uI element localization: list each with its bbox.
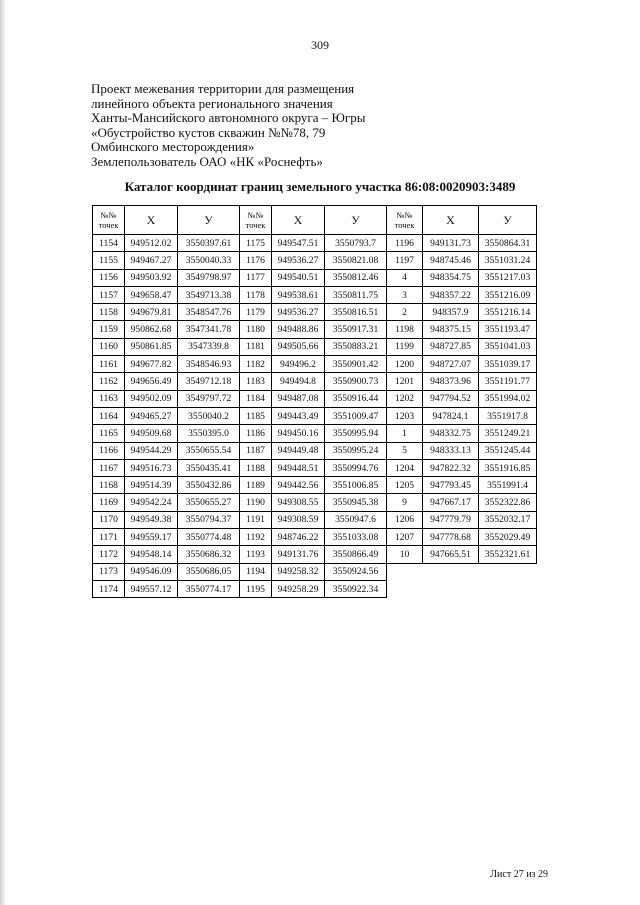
point-number-cell: 1195	[240, 580, 272, 597]
point-number-cell: 1205	[387, 477, 423, 494]
y-coordinate-cell: 3550901.42	[325, 356, 387, 373]
table-row	[93, 338, 537, 355]
x-coordinate-cell: 949258.32	[272, 563, 325, 580]
table-row	[93, 477, 537, 494]
point-number-cell: 1176	[240, 252, 272, 269]
table-row	[93, 373, 537, 390]
x-header: X	[125, 206, 178, 235]
point-number-header: №№ точек	[387, 206, 423, 235]
y-coordinate-cell: 3551994.02	[479, 390, 537, 407]
y-coordinate-cell: 3551217.03	[479, 269, 537, 286]
y-coordinate-cell: 3550432.86	[178, 477, 240, 494]
x-coordinate-cell: 947793.45	[423, 477, 479, 494]
table-row	[93, 304, 537, 321]
point-number-cell: 1160	[93, 338, 125, 355]
point-number-cell: 2	[387, 304, 423, 321]
y-coordinate-cell: 3549713.38	[178, 286, 240, 303]
table-row	[93, 511, 537, 528]
point-number-cell: 4	[387, 269, 423, 286]
y-coordinate-cell: 3551917.8	[479, 407, 537, 424]
point-number-cell: 1161	[93, 356, 125, 373]
y-coordinate-cell: 3549712.18	[178, 373, 240, 390]
x-coordinate-cell: 949512.02	[125, 235, 178, 252]
header-line: линейного объекта регионального значения	[91, 95, 333, 111]
table-row	[93, 356, 537, 373]
point-number-cell: 1194	[240, 563, 272, 580]
point-number-cell: 10	[387, 546, 423, 563]
y-coordinate-cell: 3551216.09	[479, 286, 537, 303]
point-number-cell: 1175	[240, 235, 272, 252]
y-coordinate-cell: 3551041.03	[479, 338, 537, 355]
coordinates-table	[92, 205, 537, 598]
y-coordinate-cell: 3551216.14	[479, 304, 537, 321]
y-coordinate-cell: 3550864.31	[479, 235, 537, 252]
header-line: «Обустройство кустов скважин №№78, 79	[91, 124, 326, 140]
header-line: Ханты-Мансийского автономного округа – Югры	[91, 110, 366, 126]
x-coordinate-cell: 949131.73	[423, 235, 479, 252]
point-number-cell: 1193	[240, 546, 272, 563]
y-coordinate-cell: 3551193.47	[479, 321, 537, 338]
table-row	[93, 442, 537, 459]
point-number-cell: 1189	[240, 477, 272, 494]
y-coordinate-cell: 3550917.31	[325, 321, 387, 338]
point-number-cell: 1169	[93, 494, 125, 511]
table-row	[93, 235, 537, 252]
x-coordinate-cell: 949677.82	[125, 356, 178, 373]
x-coordinate-cell: 950862.68	[125, 321, 178, 338]
x-coordinate-cell: 949131.76	[272, 546, 325, 563]
point-number-cell: 1179	[240, 304, 272, 321]
x-coordinate-cell: 947778.68	[423, 529, 479, 546]
x-coordinate-cell: 948375.15	[423, 321, 479, 338]
point-number-header: №№ точек	[240, 206, 272, 235]
point-number-cell: 1204	[387, 459, 423, 476]
point-number-cell: 1202	[387, 390, 423, 407]
y-coordinate-cell: 3552322.86	[479, 494, 537, 511]
x-coordinate-cell: 949549.38	[125, 511, 178, 528]
point-number-cell: 1159	[93, 321, 125, 338]
y-coordinate-cell: 3550794.37	[178, 511, 240, 528]
table-row	[93, 529, 537, 546]
point-number-cell: 1157	[93, 286, 125, 303]
y-coordinate-cell: 3549798.97	[178, 269, 240, 286]
x-coordinate-cell: 949308.59	[272, 511, 325, 528]
y-coordinate-cell: 3550040.2	[178, 407, 240, 424]
y-coordinate-cell: 3547341.78	[178, 321, 240, 338]
point-number-cell: 1163	[93, 390, 125, 407]
point-number-cell: 1192	[240, 529, 272, 546]
point-number-cell: 1171	[93, 529, 125, 546]
point-number-cell: 1191	[240, 511, 272, 528]
point-number-cell: 1170	[93, 511, 125, 528]
x-coordinate-cell: 949656.49	[125, 373, 178, 390]
y-coordinate-cell: 3550947.6	[325, 511, 387, 528]
x-coordinate-cell: 948357.9	[423, 304, 479, 321]
point-number-cell: 1198	[387, 321, 423, 338]
x-coordinate-cell: 949503.92	[125, 269, 178, 286]
point-number-cell: 1185	[240, 407, 272, 424]
x-coordinate-cell: 949546.09	[125, 563, 178, 580]
x-coordinate-cell: 949538.61	[272, 286, 325, 303]
point-number-cell: 1182	[240, 356, 272, 373]
point-number-cell: 1166	[93, 442, 125, 459]
table-row	[93, 407, 537, 424]
x-coordinate-cell: 948373.96	[423, 373, 479, 390]
point-number-header: №№ точек	[93, 206, 125, 235]
y-coordinate-cell: 3549797.72	[178, 390, 240, 407]
point-number-cell: 1199	[387, 338, 423, 355]
x-coordinate-cell: 949450.16	[272, 425, 325, 442]
table-header-row	[93, 206, 537, 235]
point-number-cell: 1183	[240, 373, 272, 390]
x-coordinate-cell: 949502.09	[125, 390, 178, 407]
point-number-cell: 1158	[93, 304, 125, 321]
point-number-cell: 1207	[387, 529, 423, 546]
y-coordinate-cell: 3550397.61	[178, 235, 240, 252]
y-coordinate-cell: 3550040.33	[178, 252, 240, 269]
point-number-cell: 1187	[240, 442, 272, 459]
point-number-cell: 1188	[240, 459, 272, 476]
point-number-cell: 1165	[93, 425, 125, 442]
table-body	[93, 235, 537, 598]
y-coordinate-cell: 3550686.32	[178, 546, 240, 563]
y-coordinate-cell: 3550655.27	[178, 494, 240, 511]
page-number: 309	[311, 38, 329, 52]
header-line: Землепользователь ОАО «НК «Роснефть»	[91, 153, 323, 169]
point-number-cell: 1180	[240, 321, 272, 338]
x-coordinate-cell: 949308.55	[272, 494, 325, 511]
point-number-cell: 9	[387, 494, 423, 511]
y-coordinate-cell: 3550916.44	[325, 390, 387, 407]
table-row	[93, 269, 537, 286]
point-number-cell: 1177	[240, 269, 272, 286]
table-row	[93, 563, 537, 580]
x-coordinate-cell: 947822.32	[423, 459, 479, 476]
x-coordinate-cell: 949258.29	[272, 580, 325, 597]
x-coordinate-cell: 947665.51	[423, 546, 479, 563]
table-row	[93, 252, 537, 269]
y-coordinate-cell: 3550995.94	[325, 425, 387, 442]
y-header: У	[325, 206, 387, 235]
point-number-cell: 1154	[93, 235, 125, 252]
y-coordinate-cell: 3550435.41	[178, 459, 240, 476]
y-coordinate-cell: 3551916.85	[479, 459, 537, 476]
sheet-footer: Лист 27 из 29	[490, 869, 548, 880]
point-number-cell: 1162	[93, 373, 125, 390]
table-row	[93, 425, 537, 442]
x-coordinate-cell: 948745.46	[423, 252, 479, 269]
y-coordinate-cell: 3550883.21	[325, 338, 387, 355]
y-coordinate-cell: 3551031.24	[479, 252, 537, 269]
table-row	[93, 580, 537, 597]
y-coordinate-cell: 3550395.0	[178, 425, 240, 442]
x-coordinate-cell: 948727.07	[423, 356, 479, 373]
x-coordinate-cell: 949544.29	[125, 442, 178, 459]
point-number-cell: 1155	[93, 252, 125, 269]
y-coordinate-cell: 3550821.08	[325, 252, 387, 269]
y-coordinate-cell: 3551245.44	[479, 442, 537, 459]
table-row	[93, 546, 537, 563]
y-coordinate-cell: 3550774.17	[178, 580, 240, 597]
x-coordinate-cell: 949448.51	[272, 459, 325, 476]
y-coordinate-cell: 3550995.24	[325, 442, 387, 459]
point-number-cell: 1186	[240, 425, 272, 442]
point-number-cell: 1197	[387, 252, 423, 269]
x-coordinate-cell: 948332.75	[423, 425, 479, 442]
empty-cell	[479, 563, 537, 580]
y-coordinate-cell: 3552029.49	[479, 529, 537, 546]
x-coordinate-cell: 947667.17	[423, 494, 479, 511]
x-coordinate-cell: 948354.75	[423, 269, 479, 286]
x-header: X	[423, 206, 479, 235]
x-coordinate-cell: 949548.14	[125, 546, 178, 563]
x-coordinate-cell: 948357.22	[423, 286, 479, 303]
x-coordinate-cell: 949536.27	[272, 252, 325, 269]
empty-cell	[479, 580, 537, 597]
point-number-cell: 1172	[93, 546, 125, 563]
document-header	[91, 82, 411, 170]
y-coordinate-cell: 3550812.46	[325, 269, 387, 286]
x-coordinate-cell: 949540.51	[272, 269, 325, 286]
x-coordinate-cell: 947779.79	[423, 511, 479, 528]
point-number-cell: 1200	[387, 356, 423, 373]
y-coordinate-cell: 3551039.17	[479, 356, 537, 373]
y-coordinate-cell: 3550900.73	[325, 373, 387, 390]
point-number-cell: 1164	[93, 407, 125, 424]
header-line: Омбинского месторождения»	[91, 139, 255, 155]
x-coordinate-cell: 947794.52	[423, 390, 479, 407]
point-number-cell: 3	[387, 286, 423, 303]
x-coordinate-cell: 949449.48	[272, 442, 325, 459]
y-coordinate-cell: 3551991.4	[479, 477, 537, 494]
x-coordinate-cell: 949442.56	[272, 477, 325, 494]
point-number-cell: 1156	[93, 269, 125, 286]
header-line: Проект межевания территории для размещения	[91, 81, 355, 96]
x-coordinate-cell: 948333.13	[423, 442, 479, 459]
point-number-cell: 1	[387, 425, 423, 442]
y-coordinate-cell: 3548547.76	[178, 304, 240, 321]
point-number-cell: 1173	[93, 563, 125, 580]
y-coordinate-cell: 3551009.47	[325, 407, 387, 424]
x-coordinate-cell: 948746.22	[272, 529, 325, 546]
x-coordinate-cell: 949679.81	[125, 304, 178, 321]
x-coordinate-cell: 948727.85	[423, 338, 479, 355]
table-row	[93, 494, 537, 511]
table-row	[93, 390, 537, 407]
y-coordinate-cell: 3551006.85	[325, 477, 387, 494]
point-number-cell: 1174	[93, 580, 125, 597]
x-coordinate-cell: 949514.39	[125, 477, 178, 494]
point-number-cell: 1178	[240, 286, 272, 303]
table-row	[93, 321, 537, 338]
x-coordinate-cell: 949542.24	[125, 494, 178, 511]
point-number-cell: 1201	[387, 373, 423, 390]
y-coordinate-cell: 3552032.17	[479, 511, 537, 528]
x-coordinate-cell: 949509.68	[125, 425, 178, 442]
y-coordinate-cell: 3550686.05	[178, 563, 240, 580]
y-coordinate-cell: 3550924.56	[325, 563, 387, 580]
x-coordinate-cell: 949505.66	[272, 338, 325, 355]
x-coordinate-cell: 949494.8	[272, 373, 325, 390]
y-coordinate-cell: 3550655.54	[178, 442, 240, 459]
point-number-cell: 1168	[93, 477, 125, 494]
x-coordinate-cell: 949443.49	[272, 407, 325, 424]
point-number-cell: 1206	[387, 511, 423, 528]
x-header: X	[272, 206, 325, 235]
y-coordinate-cell: 3551249.21	[479, 425, 537, 442]
y-coordinate-cell: 3550816.51	[325, 304, 387, 321]
x-coordinate-cell: 949488.86	[272, 321, 325, 338]
y-coordinate-cell: 3550793.7	[325, 235, 387, 252]
y-coordinate-cell: 3552321.61	[479, 546, 537, 563]
point-number-cell: 1203	[387, 407, 423, 424]
scan-edge-shadow	[0, 0, 6, 905]
table-title: Каталог координат границ земельного участка 86:08:0020903:3489	[124, 179, 516, 194]
x-coordinate-cell: 949465.27	[125, 407, 178, 424]
x-coordinate-cell: 949516.73	[125, 459, 178, 476]
x-coordinate-cell: 949658.47	[125, 286, 178, 303]
point-number-cell: 1184	[240, 390, 272, 407]
empty-cell	[423, 580, 479, 597]
x-coordinate-cell: 949467.27	[125, 252, 178, 269]
point-number-cell: 5	[387, 442, 423, 459]
x-coordinate-cell: 949557.12	[125, 580, 178, 597]
y-coordinate-cell: 3547339.8	[178, 338, 240, 355]
point-number-cell: 1167	[93, 459, 125, 476]
table-row	[93, 286, 537, 303]
point-number-cell: 1190	[240, 494, 272, 511]
y-header: У	[178, 206, 240, 235]
y-coordinate-cell: 3550774.48	[178, 529, 240, 546]
y-coordinate-cell: 3551033.08	[325, 529, 387, 546]
x-coordinate-cell: 950861.85	[125, 338, 178, 355]
y-coordinate-cell: 3550811.75	[325, 286, 387, 303]
empty-cell	[423, 563, 479, 580]
x-coordinate-cell: 947824.1	[423, 407, 479, 424]
y-coordinate-cell: 3550922.34	[325, 580, 387, 597]
table-row	[93, 459, 537, 476]
x-coordinate-cell: 949536.27	[272, 304, 325, 321]
empty-cell	[387, 580, 423, 597]
y-coordinate-cell: 3551191.77	[479, 373, 537, 390]
point-number-cell: 1181	[240, 338, 272, 355]
y-coordinate-cell: 3550994.76	[325, 459, 387, 476]
point-number-cell: 1196	[387, 235, 423, 252]
x-coordinate-cell: 949487.08	[272, 390, 325, 407]
y-coordinate-cell: 3548546.93	[178, 356, 240, 373]
y-header: У	[479, 206, 537, 235]
y-coordinate-cell: 3550866.49	[325, 546, 387, 563]
x-coordinate-cell: 949559.17	[125, 529, 178, 546]
x-coordinate-cell: 949547.51	[272, 235, 325, 252]
x-coordinate-cell: 949496.2	[272, 356, 325, 373]
y-coordinate-cell: 3550945.38	[325, 494, 387, 511]
empty-cell	[387, 563, 423, 580]
